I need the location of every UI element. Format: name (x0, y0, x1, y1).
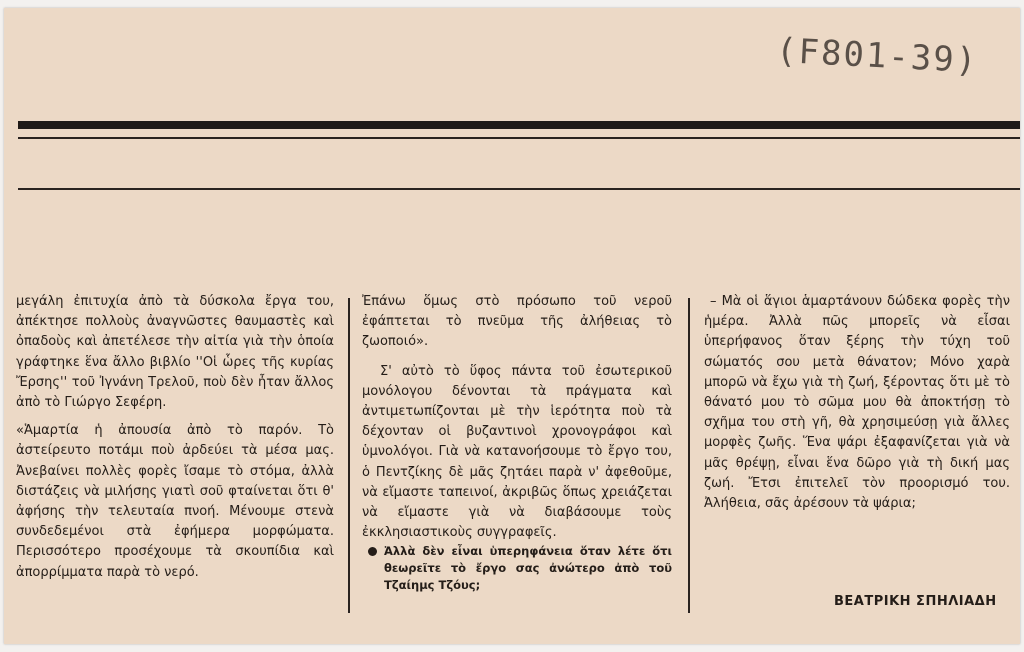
handwritten-archive-note: (F801-39) (775, 30, 980, 82)
column1-paragraph-2: «Ἁμαρτία ἡ ἀπουσία ἀπὸ τὸ παρόν. Τὸ ἀστείρευτο ποτάμι ποὺ ἀρδεύει τὰ μέσα μας. Ἀνεβαίνει πολλὲς φορὲς ἴσαμε τὸ στόμα, ἀλλὰ διστάζεις νὰ μιλήσης γιατὶ σοῦ φταίνεται ὅτι θ' ἀφήσης τὴν τελευταία πνοή. Μένουμε στενὰ συνδεδεμένοι στὰ ἐφήμερα μορφώματα. Περισσότερο προσέχουμε τὰ σκουπίδια καὶ ἀπορρίμματα παρὰ τὸ νερό. (16, 423, 334, 580)
article-column-3 (704, 292, 1010, 514)
article-column-2 (362, 292, 672, 594)
column3-paragraph-1: – Μὰ οἱ ἅγιοι ἁμαρτάνουν δώδεκα φορὲς τὴν ἡμέρα. Ἀλλὰ πῶς μπορεῖς νὰ εἶσαι ὑπερήφανος ὅταν ξέρης τὴν τύχη τοῦ σώματός σου μετὰ θάνατον; Μόνο χαρὰ μπορῶ νὰ ἔχω γιὰ τὴ ζωή, ξέροντας ὅτι μὲ τὸ θάνατό μου τὸ σῶμα μου θὰ ἀποκτήσῃ τὸ σχῆμα του στὴ γῆ, θὰ χρησιμεύσῃ γιὰ ἄλλες μορφὲς ζωῆς. Ἕνα ψάρι ἐξαφανίζεται γιὰ νὰ μᾶς θρέψῃ, εἶναι ἕνα δῶρο γιὰ τὴ δική μας ζωή. Ἔτσι ἐπιτελεῖ τὸν προορισμό του. Ἀλήθεια, σᾶς ἀρέσουν τὰ ψάρια; (704, 294, 1010, 512)
interview-question (362, 543, 672, 594)
newspaper-clipping (4, 8, 1020, 644)
section-rule (18, 188, 1020, 190)
column-divider (688, 298, 690, 613)
article-column-1 (16, 292, 334, 583)
header-thick-rule (18, 121, 1020, 129)
column-divider (348, 298, 350, 613)
header-thin-rule (18, 137, 1020, 139)
bullet-icon (368, 547, 377, 556)
author-byline: ΒΕΑΤΡΙΚΗ ΣΠΗΛΙΑΔΗ (834, 594, 997, 609)
column2-paragraph-2: Σ' αὐτὸ τὸ ὕφος πάντα τοῦ ἐσωτερικοῦ μονόλογου δένονται τὰ πράγματα καὶ ἀντιμετωπίζονται μὲ τὴν ἱερότητα ποὺ τὰ δέχονταν οἱ βυζαντινοὶ χρονογράφοι καὶ ὑμνολόγοι. Γιὰ νὰ κατανοήσουμε τὸ ἔργο του, ὁ Πεντζίκης δὲ μᾶς ζητάει παρὰ ν' ἀφεθοῦμε, νὰ εἴμαστε ταπεινοί, ἀκριβῶς ὅπως χρειάζεται νὰ εἴμαστε γιὰ νὰ διαβάσουμε τοὺς ἐκκλησιαστικοὺς συγγραφεῖς. (362, 363, 672, 541)
column2-paragraph-1: Ἐπάνω ὅμως στὸ πρόσωπο τοῦ νεροῦ ἐφάπτεται τὸ πνεῦμα τῆς ἀλήθειας τὸ ζωοποιό». (362, 294, 672, 350)
column1-paragraph-1: μεγάλη ἐπιτυχία ἀπὸ τὰ δύσκολα ἔργα του, ἀπέκτησε πολλοὺς ἀναγνῶστες θαυμαστὲς καὶ ὀπαδοὺς καὶ ἀπετέλεσε τὴν αἰτία γιὰ τὴν ὁποία γράφτηκε ἕνα ἄλλο βιβλίο ''Οἱ ὧρες τῆς κυρίας Ἔρσης'' τοῦ Ἰγνάνη Τρελοῦ, ποὺ δὲν ἦταν ἄλλος ἀπὸ τὸ Γιώργο Σεφέρη. (16, 294, 334, 411)
interview-question-text: Ἀλλὰ δὲν εἶναι ὑπερηφάνεια ὅταν λέτε ὅτι θεωρεῖτε τὸ ἔργο σας ἀνώτερο ἀπὸ τοῦ Τζαίημς Τζόυς; (384, 544, 672, 593)
